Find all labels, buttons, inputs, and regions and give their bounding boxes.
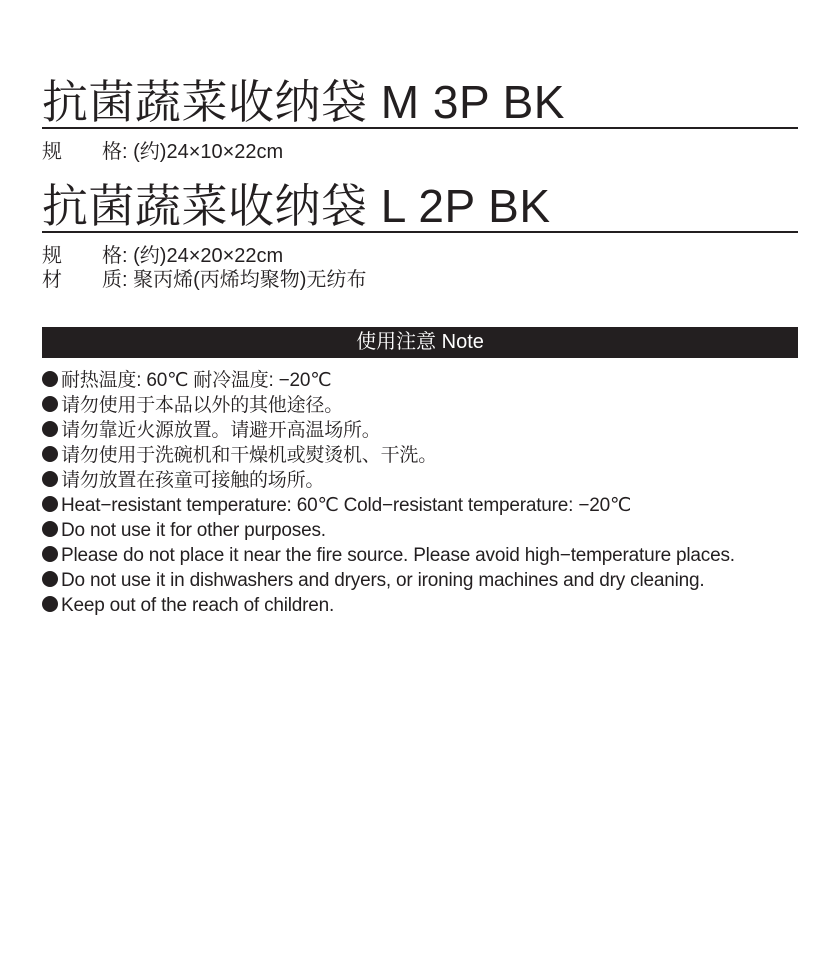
spec-label: 规 [42,245,62,267]
bullet-icon [42,396,58,412]
product-title-l: 抗菌蔬菜收纳袋 L 2P BK [42,181,798,233]
note-item: 请勿靠近火源放置。请避开高温场所。 [42,418,735,443]
note-item: 请勿放置在孩童可接触的场所。 [42,468,735,493]
spec-row-size-m [42,140,283,164]
note-item: 耐热温度: 60℃ 耐冷温度: −20℃ [42,368,735,393]
note-item: Do not use it in dishwashers and dryers, or ironing machines and dry cleaning. [42,568,735,593]
note-item: Please do not place it near the fire source. Please avoid high−temperature places. [42,543,735,568]
bullet-icon [42,496,58,512]
note-item: 请勿使用于洗碗机和干燥机或熨烫机、干洗。 [42,443,735,468]
spec-value: (约)24×20×22cm [133,245,284,267]
spec-label-suffix: 质: [102,269,128,291]
spec-value: (约)24×10×22cm [133,141,284,163]
bullet-icon [42,571,58,587]
notes-list [42,368,735,618]
spec-row-size-l [42,244,283,268]
note-item: Do not use it for other purposes. [42,518,735,543]
bullet-icon [42,471,58,487]
spec-label: 规 [42,141,62,163]
notes-heading: 使用注意 Note [42,327,798,358]
note-item: 请勿使用于本品以外的其他途径。 [42,393,735,418]
bullet-icon [42,546,58,562]
spec-value: 聚丙烯(丙烯均聚物)无纺布 [133,269,367,291]
spec-row-material-l [42,268,366,292]
bullet-icon [42,521,58,537]
bullet-icon [42,596,58,612]
product-title-m: 抗菌蔬菜收纳袋 M 3P BK [42,77,798,129]
spec-label: 材 [42,269,62,291]
spec-label-suffix: 格: [102,141,128,163]
bullet-icon [42,446,58,462]
note-item: Heat−resistant temperature: 60℃ Cold−resistant temperature: −20℃ [42,493,735,518]
note-item: Keep out of the reach of children. [42,593,735,618]
spec-label-suffix: 格: [102,245,128,267]
bullet-icon [42,421,58,437]
bullet-icon [42,371,58,387]
